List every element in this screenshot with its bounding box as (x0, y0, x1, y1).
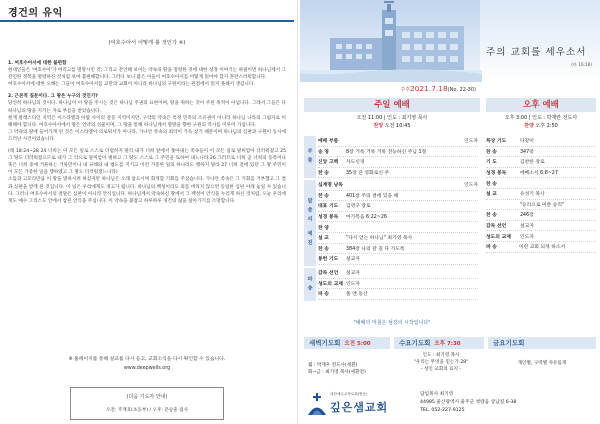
order-row (318, 254, 478, 265)
pm-order-row (486, 210, 596, 221)
article-paragraph: 그 약속의 땅에 들어가게 된 것은 이스라엘이 의로워서가 아니라, 가나안 족속의 죄악이 가득 찼기 때문이며 하나님의 심판과 구원이 동시에 드러난 사건이었습니다. (8, 129, 286, 142)
order-item-content: 사도신경 (346, 160, 365, 166)
order-item-content: "다시 얻는 하나님" 최기영 목사 (346, 236, 413, 242)
bulletin-date (304, 84, 476, 93)
article-paragraph: 소돔과 고모라만큼 이 땅을 멸하시려 하셨지만 하나님은 오래 참으시며 회개할 기회를 주셨습니다. 가나안 족속은 그 기회를 거부했고 그 결과 심판을 받게 된 것입니다. 이 일은 우리에게도 경고가 됩니다. 하나님의 백성이라도 죄를 버리지 않으면 동일한 심판 아래 놓일 수 있습니다. 그러나 여호수아서의 결말은 심판이 아니라 안식입니다. 하나님께서 약속하신 땅에서 그 백성이 안식을 누리게 하신 것처럼, 오늘 우리에게도 예수 그리스도 안에서 참된 안식을 주십니다. 이 약속을 붙잡고 하루하루 경건의 삶을 살아가기를 소망합니다. (8, 177, 286, 204)
banner-verse: (마 16:18) (571, 62, 592, 67)
order-row (318, 279, 478, 290)
wed-prayer-line: - 성인 교회의 표지 - (420, 367, 462, 372)
page-title: 경건의 유익 (8, 8, 63, 19)
order-item-label: 성경 봉독 (318, 215, 339, 221)
order-item-label: 십계명 낭독 (318, 183, 343, 189)
order-item-leader: 인도자 (464, 183, 478, 189)
order-item-label: 찬 송 (318, 246, 329, 252)
pm-item-content: 246장 (520, 213, 534, 219)
order-item-content: 384장 나의 갈 길 다 가도록 (346, 246, 405, 252)
pm-item-content: 이런 교회 되게 하소서 (518, 245, 566, 251)
order-item-label: 설 교 (318, 236, 329, 242)
denomination: 대한예수교장로회(합동) (330, 392, 368, 396)
order-item-content: 설교자 (346, 271, 360, 277)
church-building-illustration (300, 0, 600, 82)
order-item-content: 8장 거룩 거룩 거룩 전능하신 주님 1절 (346, 149, 427, 155)
wed-prayer-line: "우리는 무엇을 믿는가 28" (413, 360, 469, 365)
date-prefix: 주후 (400, 87, 411, 93)
issue-number: (No. 22-30) (447, 87, 476, 93)
wed-prayer-line: 인도 : 최기영 목사 (422, 353, 460, 358)
order-row (318, 157, 478, 168)
article-paragraph: 당연히 하나님의 것이다. 하나님이 이 땅을 주시는 것은 하나님 주권의 표현이며, 땅을 취하는 것이 주된 목적이 아닙니다. 그래서 그들은 다 하나님의 땅을 지키는 자로 부름을 받았습니다. (8, 101, 286, 114)
pm-item-content: 347장 (520, 149, 534, 155)
order-row (318, 212, 478, 223)
order-row (318, 147, 478, 158)
pm-item-label: 파 송 (486, 245, 497, 251)
order-item-content: 폴 앤 동산 (346, 292, 368, 298)
pm-order-row (486, 136, 596, 147)
article-paragraph: 현대인들은 '여호수아'가 여리고를 멸망시킨 것, 그리고 잔인해 보이는 약속의 땅을 점령한 것에 대한 성경 이야기는 하필이면 하나님께서 그 잔인한 정복을 명령하신 것처럼 보여 불편해합니다. 그러다 보니 많은 이들이 여호수아서를 어떻게 읽어야 할지 혼란스러워합니다. (8, 68, 286, 81)
pm-item-label: 묵상 기도 (486, 139, 507, 145)
pm-item-content: 다같이 (520, 139, 534, 145)
order-row (318, 168, 478, 178)
main-service-time: 오전 11:00 | 인도 : 최기영 목사 (356, 115, 428, 121)
pm-item-content: 유성기 목사 (520, 192, 545, 198)
church-contact (420, 391, 516, 415)
pm-item-label: 찬 송 (486, 149, 497, 155)
section-label-word: 말씀의 예전 (304, 180, 316, 266)
wed-prayer-details (398, 352, 484, 373)
pm-item-label: 감독 선언 (486, 224, 507, 230)
order-item-label: 찬 송 (318, 171, 329, 177)
date-value: 2021.7.18 (410, 84, 448, 93)
pm-order-row (486, 221, 596, 232)
wed-prayer-time: 오후 7:30 (434, 341, 461, 347)
section-label-sending: 파송 (304, 268, 316, 301)
pm-order-row (486, 189, 596, 200)
order-item-content: 인도자 (346, 281, 360, 287)
article-body (8, 60, 286, 205)
pm-order-row (486, 231, 596, 242)
article-paragraph: 1. 여호수아서에 대한 불편함 (8, 61, 67, 66)
dawn-prayer-line: 월 : 박재우 전도사(세환) (308, 363, 358, 368)
pm-item-label: 찬 송 (486, 213, 497, 219)
dawn-prayer-header (304, 337, 390, 349)
left-header (0, 0, 294, 22)
pm-item-content: 에베소서 6:8~27 (520, 171, 558, 177)
church-logo (304, 390, 394, 418)
order-item-label: 송 영 (318, 149, 329, 155)
pm-order-row (486, 168, 596, 179)
order-row (318, 180, 478, 191)
church-emblem-icon (306, 392, 328, 416)
pm-praise-time-value: 오후 2:50 (535, 123, 558, 129)
next-prayer-text: 오전: 주재호(초등부) / 오후: 문승훈 집사 (105, 408, 189, 413)
main-service-title: 주일 예배 (304, 98, 480, 112)
order-row (318, 289, 478, 300)
order-row (318, 222, 478, 233)
praise-time: 오전 10:45 (384, 123, 411, 129)
pm-item-label: 찬 송 (486, 181, 497, 187)
dawn-prayer-time: 오전 5:00 (344, 341, 371, 347)
article-paragraph: 2. 근본적 질문이다. 그 땅은 누구의 것인가? (8, 94, 98, 100)
dawn-prayer-details (308, 362, 366, 376)
order-item-content: 김영구 장로 (346, 204, 371, 210)
pm-service-time: 오후 3:00 | 인도 : 박재란 전도사 (504, 115, 578, 121)
pm-item-label: 성경 봉독 (486, 171, 507, 177)
order-item-leader: 인도자 (464, 139, 478, 145)
article-subtitle: (여호수아서 어떻게 볼 것인가 ⑥) (108, 40, 186, 46)
banner-title: 주의 교회를 세우소서 (486, 47, 587, 58)
order-row (318, 233, 478, 244)
next-prayer-box (70, 387, 224, 420)
pastor-name: 담임목사 최기영 (420, 392, 454, 397)
order-item-label: 신앙 고백 (318, 160, 339, 166)
section-label-call: 부름 (304, 136, 316, 178)
article-paragraph: 현재 팔레스타인 지역은 이스라엘과 아랍 사이의 갈등 지역이지만, 구약의 약속은 특정 민족의 소유권이 아니라 하나님 나라의 그림자로 이해해야 합니다. 여호수아서에서 땅은 언약의 선물이며, 그 땅을 통해 하나님께서 열방을 향한 구원의 역사를 이루어 가십니다. (8, 115, 286, 128)
pm-order-row (486, 147, 596, 158)
dawn-prayer-title: 새벽기도회 (309, 339, 341, 347)
order-group (318, 268, 478, 301)
pm-item-content: 김찬한 장로 (520, 160, 545, 166)
pm-order-row (486, 178, 596, 189)
pm-service-order (486, 136, 596, 253)
pm-praise-time (486, 122, 596, 131)
order-item-label: 예배 부름 (318, 139, 339, 145)
fri-prayer-header (488, 337, 596, 349)
church-name: 깊은샘교회 (330, 401, 389, 414)
pm-item-content: "승리으로 이룬 승리" (519, 202, 565, 208)
worship-motto: "예배의 마침은 섬김의 시작입니다" (353, 320, 431, 326)
wed-prayer-title: 수요기도회 (399, 339, 431, 347)
next-prayer-title: (다음 기도자 안내) (126, 394, 168, 400)
order-group (318, 136, 478, 178)
website-link[interactable]: www.deepwells.org (123, 366, 171, 371)
pm-praise-label: 찬양 (524, 123, 534, 129)
pm-item-content: 설교자 (520, 224, 534, 230)
cover-banner (300, 0, 600, 82)
order-item-label: 파 송 (318, 292, 329, 298)
order-item-label: 성도의 교제 (318, 281, 343, 287)
page-fold (297, 0, 298, 424)
pm-item-content: 인도자 (520, 234, 534, 240)
pm-order-row (486, 242, 596, 253)
order-row (318, 244, 478, 255)
order-row (318, 191, 478, 202)
dawn-prayer-line: 화~금 : 최기영 목사(세환전) (308, 370, 366, 375)
church-address: 44985 울산광역시 울주군 청량읍 상남길 6-38 (420, 400, 517, 405)
pm-item-label: 성도의 교제 (486, 234, 511, 240)
main-service-order (318, 136, 478, 301)
pm-order-row (486, 200, 596, 211)
order-row (318, 201, 478, 212)
order-item-content: 401장 주의 곁에 있을 때 (346, 193, 399, 199)
article-paragraph: (레 18:24~28 24 너희는 이 모든 일로 스스로 더럽히지 말라 내가 너희 앞에서 쫓아내는 족속들이 이 모든 일로 말미암아 더러워졌고 25 그 땅도 더러워졌으므로 내가 그 악으로 말미암아 벌하고 그 땅도 스스로 그 주민을 토하여 내느니라 26 그러므로 너희 곧 너희의 동족이나 혹은 너희 중에 거류하는 거류민이나 내 규례와 내 법도를 지키고 이런 가증한 일의 하나라도 행하지 말라 27 너희 전에 있던 그 땅 주민이 이 모든 가증한 일을 행하였고 그 땅도 더러워졌느니라) (8, 149, 286, 176)
order-item-content: 35장 큰 영화로신 주 (346, 171, 390, 177)
pm-service-title: 오후 예배 (486, 98, 596, 112)
right-page (300, 0, 600, 424)
homepage-note: ※ 홈페이지를 통해 설교를 다시 듣고, 교회소식을 다시 확인할 수 있습니다. (68, 357, 226, 362)
fri-prayer-title: 금요기도회 (493, 339, 525, 347)
pm-item-label: 기 도 (486, 160, 497, 166)
order-item-label: 찬 양 (318, 225, 329, 231)
fri-prayer-details (490, 360, 594, 367)
order-item-content: 설교자 (346, 257, 360, 263)
order-group (318, 180, 478, 266)
pm-order-row (486, 157, 596, 168)
article-paragraph: 여호수아서에 대한 오해는 그들이 여호수아서를 교만의 교회이 아니라 하나님의 구원이라는 관점에서 읽지 못해서 생깁니다. (8, 82, 255, 88)
praise-label: 찬양 (373, 123, 384, 129)
order-row (318, 136, 478, 147)
order-item-label: 대표 기도 (318, 204, 339, 210)
order-item-label: 감독 선언 (318, 271, 339, 277)
left-page (0, 0, 294, 424)
order-row (318, 268, 478, 279)
order-item-content: 마가복음 6:22~26 (346, 215, 387, 221)
wed-prayer-header (394, 337, 484, 349)
fri-prayer-line: 개인별, 구역별 자유롭게 (517, 361, 567, 366)
church-phone: TEL. 052-227-9125 (420, 408, 465, 413)
main-praise-time (304, 122, 480, 131)
pm-item-label: 설 교 (486, 192, 497, 198)
order-item-label: 봉헌 기도 (318, 257, 339, 263)
order-item-label: 찬 송 (318, 193, 329, 199)
